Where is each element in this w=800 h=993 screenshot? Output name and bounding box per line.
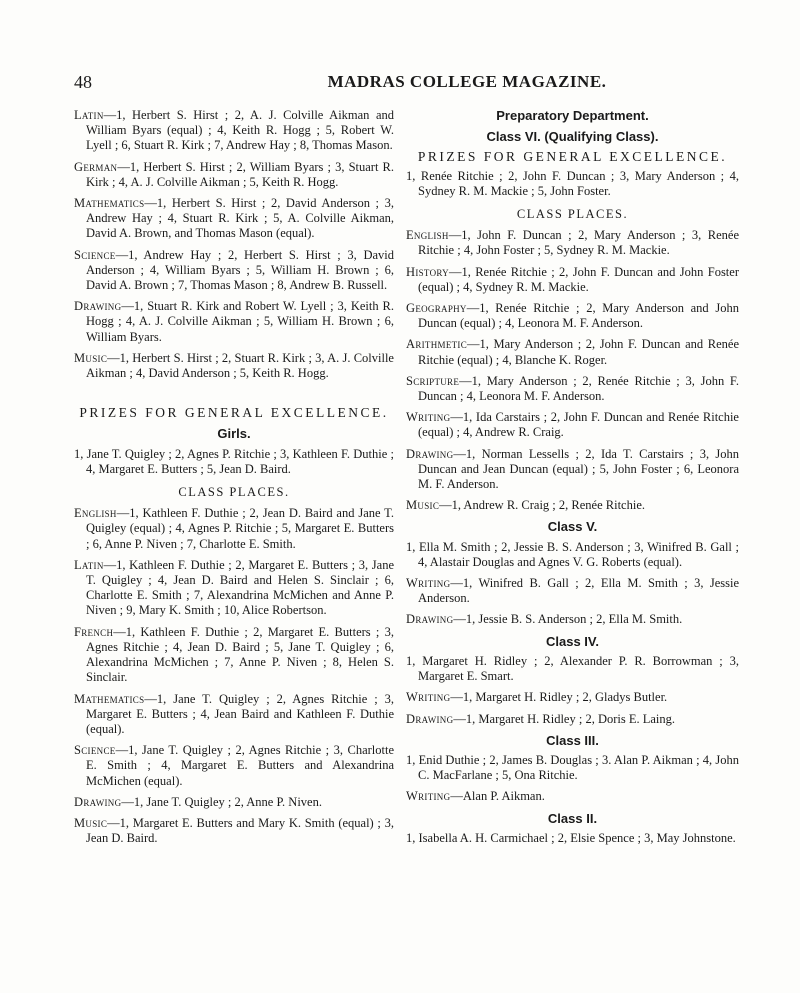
- subject-results: —1, Renée Ritchie ; 2, Mary Anderson and John Duncan (equal) ; 4, Leonora M. F. Anderson.: [418, 301, 739, 331]
- subject-results: —1, Jane T. Quigley ; 2, Agnes Ritchie ; 3, Charlotte E. Smith ; 4, Margaret E. Butters and Alexandrina McMichen (equal).: [86, 743, 394, 788]
- subject-entry: [74, 196, 394, 242]
- subject-label: Writing: [406, 789, 451, 804]
- subject-results: —1, Herbert S. Hirst ; 2, David Anderson ; 3, Andrew Hay ; 4, Stuart R. Kirk ; 5, A. Colville Aikman, David A. Brown, and Thomas Mason (equal).: [86, 196, 394, 241]
- subject-results: —1, Renée Ritchie ; 2, John F. Duncan and John Foster (equal) ; 4, Sydney R. M. Mackie.: [418, 264, 739, 294]
- subject-label: Music: [406, 498, 440, 513]
- subject-entry: [406, 374, 739, 404]
- subject-label: Writing: [406, 410, 451, 425]
- subject-entry: [406, 712, 739, 727]
- prizes-heading: PRIZES FOR GENERAL EXCELLENCE.: [417, 149, 728, 165]
- subject-entry: [406, 447, 739, 493]
- subject-entry: [406, 690, 739, 705]
- class-v-heading: Class V.: [547, 519, 598, 535]
- preparatory-department-heading: Preparatory Department.: [496, 108, 649, 123]
- girls-prizes: 1, Jane T. Quigley ; 2, Agnes P. Ritchie ; 3, Kathleen F. Duthie ; 4, Margaret E. Butters ; 5, Jean D. Baird.: [74, 446, 394, 476]
- subject-entry: [406, 576, 739, 606]
- subject-results: —1, Jessie B. S. Anderson ; 2, Ella M. Smith.: [453, 612, 683, 627]
- subject-label: Science: [74, 247, 116, 262]
- subject-results: —1, Margaret H. Ridley ; 2, Gladys Butler.: [450, 690, 668, 705]
- class-iii-prizes: 1, Enid Duthie ; 2, James B. Douglas ; 3. Alan P. Aikman ; 4, John C. MacFarlane ; 5, Ona Ritchie.: [406, 752, 739, 783]
- subject-entry: [406, 228, 739, 258]
- subject-label: Mathematics: [74, 691, 145, 706]
- subject-results: —1, Jane T. Quigley ; 2, Agnes Ritchie ; 3, Margaret E. Butters ; 4, Jean Baird and Kathleen F. Duthie (equal).: [86, 691, 394, 736]
- class-ii-prizes: 1, Isabella A. H. Carmichael ; 2, Elsie Spence ; 3, May Johnstone.: [406, 830, 736, 845]
- page-number: 48: [74, 72, 92, 92]
- class-vi-prizes: 1, Renée Ritchie ; 2, John F. Duncan ; 3, Mary Anderson ; 4, Sydney R. M. Mackie ; 5, John Foster.: [406, 168, 739, 198]
- prizes-heading: PRIZES FOR GENERAL EXCELLENCE.: [79, 405, 389, 421]
- subject-entry: [406, 789, 739, 804]
- subject-results: —1, Stuart R. Kirk and Robert W. Lyell ; 3, Keith R. Hogg ; 4, A. J. Colville Aikman ; 5, William H. Brown ; 6, William Byars.: [86, 299, 394, 344]
- subject-entry: [74, 506, 394, 552]
- class-places-heading: CLASS PLACES.: [178, 485, 290, 500]
- subject-results: —1, Andrew R. Craig ; 2, Renée Ritchie.: [439, 498, 645, 513]
- subject-results: —1, Herbert S. Hirst ; 2, Stuart R. Kirk ; 3, A. J. Colville Aikman ; 4, David Anderson ; 5, Keith R. Hogg.: [86, 350, 394, 381]
- right-column: [406, 108, 739, 852]
- subject-entry: [74, 743, 394, 789]
- subject-results: —Alan P. Aikman.: [450, 789, 545, 804]
- subject-results: —1, Kathleen F. Duthie ; 2, Margaret E. Butters ; 3, Agnes Ritchie ; 4, Jean D. Baird ; 5, Jane T. Quigley ; 6, Alexandrina McMichen ; 7, Anne P. Niven ; 8, Helen S. Sinclair.: [86, 624, 394, 685]
- subject-results: —1, Herbert S. Hirst ; 2, A. J. Colville Aikman and William Byars (equal) ; 4, Keith R. Hogg ; 5, Robert W. Lyell ; 6, Stuart R. Kirk ; 7, Andrew Hay ; 8, Thomas Mason.: [86, 108, 394, 153]
- subject-label: Mathematics: [74, 196, 145, 211]
- magazine-title: MADRAS COLLEGE MAGAZINE.: [327, 72, 607, 91]
- subject-label: Science: [74, 743, 116, 758]
- subject-entry: [406, 337, 739, 367]
- subject-entry: [74, 795, 394, 810]
- subject-label: German: [74, 159, 118, 174]
- subject-label: Music: [74, 815, 108, 830]
- subject-entry: [406, 498, 739, 513]
- class-iii-heading: Class III.: [546, 732, 599, 748]
- subject-label: History: [406, 264, 449, 279]
- subject-results: —1, Winifred B. Gall ; 2, Ella M. Smith ; 3, Jessie Anderson.: [418, 576, 739, 606]
- subject-entry: [406, 612, 739, 627]
- subject-label: Latin: [74, 557, 104, 572]
- subject-results: —1, Herbert S. Hirst ; 2, William Byars ; 3, Stuart R. Kirk ; 4, A. J. Colville Aikman ; 5, Keith R. Hogg.: [86, 159, 394, 189]
- subject-label: English: [406, 228, 449, 243]
- subject-results: —1, Kathleen F. Duthie ; 2, Jean D. Baird and Jane T. Quigley (equal) ; 4, Agnes P. Ritchie ; 5, Margaret E. Butters ; 6, Anne P. Niven ; 7, Charlotte E. Smith.: [86, 506, 394, 551]
- subject-label: Drawing: [406, 612, 454, 627]
- subject-results: —1, Andrew Hay ; 2, Herbert S. Hirst ; 3, David Anderson ; 4, William Byars ; 5, William H. Brown ; 6, David A. Brown ; 7, Thomas Mason ; 8, Andrew B. Russell.: [86, 247, 394, 293]
- subject-label: Drawing: [406, 446, 454, 461]
- subject-entry: [74, 351, 394, 381]
- subject-entry: [406, 301, 739, 331]
- page-header: [74, 72, 740, 96]
- subject-results: —1, Kathleen F. Duthie ; 2, Margaret E. Butters ; 3, Jane T. Quigley ; 4, Jean D. Baird and Helen S. Sinclair ; 6, Charlotte E. Smith ; 7, Alexandrina McMichen and Anne P. Niven ; 9, Mary K. Smith ; 10, Alice Robertson.: [86, 557, 394, 618]
- subject-entry: [74, 625, 394, 686]
- subject-entry: [406, 265, 739, 295]
- subject-entry: [406, 410, 739, 440]
- subject-label: Latin: [74, 108, 104, 122]
- class-vi-entries: [406, 228, 739, 513]
- subject-label: English: [74, 506, 117, 521]
- subject-entry: [74, 299, 394, 345]
- class-ii-heading: Class II.: [547, 810, 598, 826]
- class-iv-prizes: 1, Margaret H. Ridley ; 2, Alexander P. R. Borrowman ; 3, Margaret E. Smart.: [406, 653, 739, 684]
- subject-results: —1, Mary Anderson ; 2, Renée Ritchie ; 3, John F. Duncan ; 4, Leonora M. F. Anderson.: [418, 373, 739, 404]
- subject-results: —1, Mary Anderson ; 2, John F. Duncan and Renée Ritchie (equal) ; 4, Blanche K. Roger.: [418, 337, 739, 367]
- subject-label: Music: [74, 350, 108, 365]
- class-vi-heading: Class VI. (Qualifying Class).: [486, 129, 659, 145]
- subject-label: Writing: [406, 690, 451, 705]
- subject-entry: [74, 692, 394, 738]
- subject-label: Arithmetic: [406, 337, 468, 352]
- class-v-prizes: 1, Ella M. Smith ; 2, Jessie B. S. Anderson ; 3, Winifred B. Gall ; 4, Alastair Douglas and Agnes V. G. Roberts (equal).: [406, 539, 739, 569]
- subject-results: —1, Norman Lessells ; 2, Ida T. Carstairs ; 3, John Duncan and Jean Duncan (equal) ; 5, John Foster ; 6, Leonora M. F. Anderson.: [418, 446, 739, 492]
- subject-entry: [74, 558, 394, 619]
- subject-results: —1, Margaret H. Ridley ; 2, Doris E. Laing.: [453, 711, 676, 726]
- subject-label: Drawing: [406, 711, 454, 726]
- girls-entries: [74, 506, 394, 846]
- class-places-heading: CLASS PLACES.: [516, 207, 629, 222]
- subject-label: Geography: [406, 301, 467, 316]
- subject-results: —1, Ida Carstairs ; 2, John F. Duncan and Renée Ritchie (equal) ; 4, Andrew R. Craig.: [418, 410, 739, 440]
- subject-results: —1, John F. Duncan ; 2, Mary Anderson ; 3, Renée Ritchie ; 4, John Foster ; 5, Sydney R. M. Mackie.: [418, 228, 739, 258]
- subject-entry: [74, 108, 394, 154]
- subject-label: Drawing: [74, 299, 122, 314]
- subject-label: Drawing: [74, 794, 122, 809]
- subject-results: —1, Margaret E. Butters and Mary K. Smith (equal) ; 3, Jean D. Baird.: [86, 815, 394, 846]
- subject-entry: [74, 160, 394, 190]
- girls-heading: Girls.: [217, 426, 251, 442]
- subject-results: —1, Jane T. Quigley ; 2, Anne P. Niven.: [121, 794, 322, 809]
- subject-label: Writing: [406, 576, 451, 591]
- subject-entry: [74, 816, 394, 846]
- subject-label: Scripture: [406, 373, 460, 388]
- class-iv-heading: Class IV.: [545, 633, 599, 649]
- subject-label: French: [74, 624, 114, 639]
- subject-entry: [74, 248, 394, 294]
- left-column: [74, 108, 394, 852]
- senior-boys-entries: [74, 108, 394, 381]
